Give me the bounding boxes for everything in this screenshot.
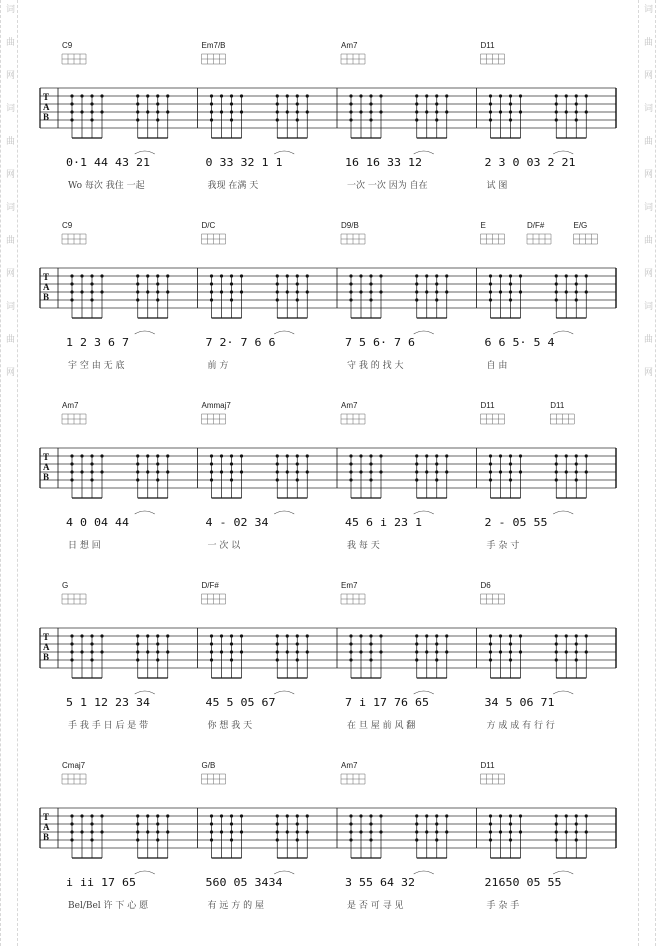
tab-clef-letter: T — [43, 92, 50, 102]
watermark-char: 词 — [4, 4, 14, 13]
watermark-char: 网 — [4, 367, 14, 376]
system-1 — [40, 41, 616, 191]
chord-diagram — [481, 774, 505, 784]
tie-arc — [274, 331, 294, 334]
jianpu-measure: 560 05 3434 — [205, 876, 283, 889]
watermark-char: 词 — [4, 202, 14, 211]
jianpu-measure: 4 - 02 34 — [205, 516, 269, 529]
chord-name: D11 — [550, 401, 565, 410]
tie-arc — [274, 871, 294, 874]
chord-diagram — [62, 234, 86, 244]
jianpu-measure: 45 6 i 23 1 — [345, 516, 422, 529]
lyric-line: 我现 在满 天 — [207, 181, 259, 191]
chord-name: Am7 — [62, 401, 79, 410]
tab-clef-letter: T — [43, 632, 50, 642]
jianpu-measure: 34 5 06 71 — [484, 696, 555, 709]
tie-arc — [274, 691, 294, 694]
lyric-line: 手 杂 寸 — [486, 541, 520, 551]
chord-name: C9 — [62, 41, 73, 50]
chord-name: Cmaj7 — [62, 761, 86, 770]
tab-clef-letter: A — [43, 102, 50, 112]
jianpu-measure: 7 5 6· 7 6 — [345, 336, 415, 349]
tab-clef-letter: T — [43, 272, 50, 282]
chord-name: D/F# — [201, 581, 219, 590]
chord-name: D11 — [480, 401, 495, 410]
lyric-line: Wo 每次 我住 一起 — [68, 181, 145, 191]
tab-clef-letter: B — [43, 652, 50, 662]
jianpu-measure: 6 6 5· 5 4 — [484, 336, 555, 349]
chord-name: Am7 — [341, 761, 358, 770]
lyric-line: 有 远 方 的 屋 — [207, 901, 264, 911]
watermark-char: 网 — [642, 367, 652, 376]
tie-arc — [414, 331, 434, 334]
lyric-line: 在 旦 屋 前 风 翻 — [347, 721, 416, 731]
watermark-char: 网 — [4, 70, 14, 79]
watermark-char: 词 — [642, 301, 652, 310]
chord-name: Am7 — [341, 41, 358, 50]
watermark-char: 曲 — [4, 136, 14, 145]
chord-diagram — [341, 234, 365, 244]
chord-diagram — [62, 414, 86, 424]
tab-clef-letter: B — [43, 292, 50, 302]
chord-diagram — [550, 414, 574, 424]
jianpu-measure: i ii 17 65 — [66, 876, 136, 889]
lyric-line: 手 杂 手 — [486, 901, 520, 911]
tab-clef-letter: T — [43, 452, 50, 462]
lyric-line: Bel/Bel 许 下 心 愿 — [68, 901, 149, 911]
chord-name: C9 — [62, 221, 73, 230]
tab-clef-letter: A — [43, 822, 50, 832]
chord-diagram — [341, 594, 365, 604]
jianpu-measure: 7 2· 7 6 6 — [205, 336, 276, 349]
lyric-line: 试 图 — [486, 181, 508, 191]
watermark-char: 网 — [4, 268, 14, 277]
watermark-char: 网 — [642, 70, 652, 79]
system-2 — [40, 221, 616, 371]
lyric-line: 一次 一次 因为 自在 — [347, 181, 428, 191]
chord-diagram — [527, 234, 551, 244]
watermark-char: 词 — [4, 301, 14, 310]
watermark-char: 网 — [4, 169, 14, 178]
chord-diagram — [341, 414, 365, 424]
watermark-char: 曲 — [4, 235, 14, 244]
chord-name: E/G — [573, 221, 588, 230]
watermark-char: 曲 — [4, 334, 14, 343]
tie-arc — [553, 331, 573, 334]
tab-clef-letter: B — [43, 112, 50, 122]
chord-diagram — [341, 774, 365, 784]
tie-arc — [274, 511, 294, 514]
chord-diagram — [202, 414, 226, 424]
watermark-char: 曲 — [642, 235, 652, 244]
chord-name: D11 — [480, 761, 495, 770]
chord-name: E — [480, 221, 486, 230]
tab-clef-letter: B — [43, 472, 50, 482]
system-4 — [40, 581, 616, 731]
jianpu-measure: 0·1 44 43 21 — [66, 156, 150, 169]
watermark-char: 曲 — [642, 136, 652, 145]
chord-name: G/B — [201, 761, 216, 770]
tie-arc — [274, 151, 294, 154]
chord-diagram — [341, 54, 365, 64]
lyric-line: 一 次 以 — [207, 541, 241, 551]
jianpu-measure: 3 55 64 32 — [345, 876, 415, 889]
chord-name: D/C — [201, 221, 216, 230]
chord-diagram — [202, 234, 226, 244]
chord-diagram — [62, 594, 86, 604]
tie-arc — [135, 691, 155, 694]
chord-diagram — [481, 414, 505, 424]
chord-name: D/F# — [527, 221, 545, 230]
jianpu-measure: 4 0 04 44 — [66, 516, 130, 529]
system-5 — [40, 761, 616, 911]
chord-name: Em7 — [341, 581, 358, 590]
tie-arc — [414, 691, 434, 694]
watermark-char: 词 — [642, 4, 652, 13]
tab-clef-letter: A — [43, 462, 50, 472]
jianpu-measure: 45 5 05 67 — [205, 696, 276, 709]
tie-arc — [414, 871, 434, 874]
chord-name: Em7/B — [201, 41, 226, 50]
jianpu-measure: 7 i 17 76 65 — [345, 696, 429, 709]
lyric-line: 日 想 回 — [68, 541, 101, 551]
chord-name: D11 — [480, 41, 495, 50]
tie-arc — [414, 511, 434, 514]
chord-name: G — [62, 581, 69, 590]
tab-clef-letter: A — [43, 282, 50, 292]
chord-name: D6 — [480, 581, 491, 590]
system-3 — [40, 401, 616, 551]
chord-name: Am7 — [341, 401, 358, 410]
chord-diagram — [202, 774, 226, 784]
lyric-line: 方 成 成 有 行 行 — [486, 721, 555, 731]
tab-clef-letter: A — [43, 642, 50, 652]
tie-arc — [553, 691, 573, 694]
tab-clef-letter: B — [43, 832, 50, 842]
chord-diagram — [481, 234, 505, 244]
chord-name: Ammaj7 — [201, 401, 231, 410]
lyric-line: 自 由 — [486, 361, 508, 371]
lyric-line: 是 否 可 寻 见 — [347, 901, 404, 911]
jianpu-measure: 2 - 05 55 — [484, 516, 548, 529]
watermark-char: 曲 — [642, 37, 652, 46]
chord-diagram — [481, 594, 505, 604]
watermark-char: 词 — [642, 103, 652, 112]
lyric-line: 你 想 我 天 — [207, 721, 253, 731]
jianpu-measure: 16 16 33 12 — [345, 156, 422, 169]
watermark-char: 网 — [642, 169, 652, 178]
watermark-char: 词 — [4, 103, 14, 112]
tie-arc — [553, 871, 573, 874]
tie-arc — [135, 511, 155, 514]
chord-name: D9/B — [341, 221, 359, 230]
chord-diagram — [62, 54, 86, 64]
tie-arc — [135, 871, 155, 874]
jianpu-measure: 2 3 0 03 2 21 — [484, 156, 576, 169]
tie-arc — [553, 151, 573, 154]
jianpu-measure: 0 33 32 1 1 — [205, 156, 283, 169]
chord-diagram — [62, 774, 86, 784]
lyric-line: 宇 空 由 无 底 — [68, 361, 125, 371]
tie-arc — [135, 151, 155, 154]
lyric-line: 手 我 手 日 后 是 带 — [68, 721, 149, 731]
tie-arc — [414, 151, 434, 154]
lyric-line: 守 我 的 找 大 — [347, 361, 404, 371]
chord-diagram — [574, 234, 598, 244]
chord-diagram — [202, 54, 226, 64]
tie-arc — [135, 331, 155, 334]
jianpu-measure: 1 2 3 6 7 — [66, 336, 129, 349]
tab-clef-letter: T — [43, 812, 50, 822]
jianpu-measure: 5 1 12 23 34 — [66, 696, 151, 709]
watermark-char: 曲 — [642, 334, 652, 343]
watermark-char: 网 — [642, 268, 652, 277]
chord-diagram — [481, 54, 505, 64]
watermark-char: 词 — [642, 202, 652, 211]
tie-arc — [553, 511, 573, 514]
jianpu-measure: 21650 05 55 — [484, 876, 562, 889]
chord-diagram — [202, 594, 226, 604]
lyric-line: 我 每 天 — [347, 541, 380, 551]
watermark-char: 曲 — [4, 37, 14, 46]
lyric-line: 前 方 — [207, 361, 229, 371]
